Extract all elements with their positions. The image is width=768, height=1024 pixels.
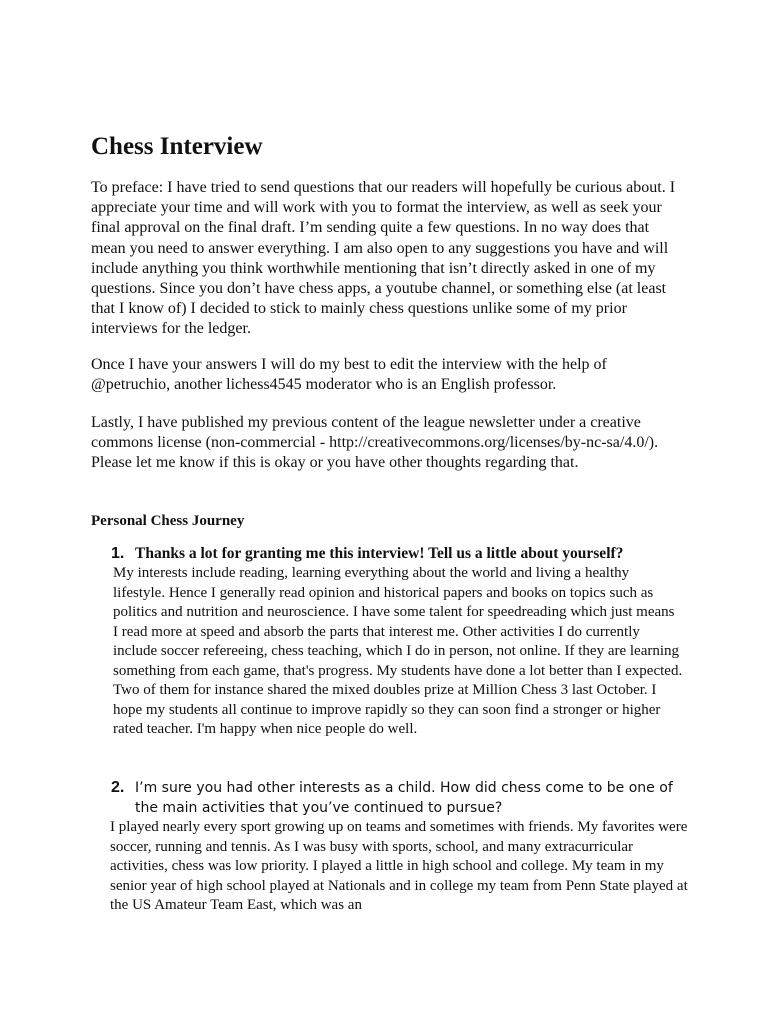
question-text: Thanks a lot for granting me this interview! Tell us a little about yourself? [135,545,624,562]
answer-1: My interests include reading, learning everything about the world and living a healthy lifestyle. Hence I generally read opinion and historical papers and books on topics such as politics and nutrition and neuroscience. I have some talent for speedreading which just means I read more at speed and absorb the parts that interest me. Other activities I do currently include soccer refereeing, chess teaching, which I do in person, not online. If they are learning something from each game, that's progress. My students have done a lot better than I expected. Two of them for instance shared the mixed doubles prize at Million Chess 3 last October. I hope my students all continue to improve rapidly so they can soon find a stronger or higher rated teacher. I'm happy when nice people do well. [113,565,683,737]
question-1 [111,544,691,564]
section-heading: Personal Chess Journey [91,513,245,529]
question-text: I’m sure you had other interests as a child. How did chess come to be one of the main activities that you’ve continued to pursue? [135,780,673,816]
question-number: 1. [111,545,125,562]
editing-note-paragraph: Once I have your answers I will do my best to edit the interview with the help of @petruchio, another lichess4545 moderator who is an English professor. [91,356,607,394]
intro-paragraph: To preface: I have tried to send questions that our readers will hopefully be curious about. I appreciate your time and will work with you to format the interview, as well as seek your final approval on the final draft. I’m sending quite a few questions. In no way does that mean you need to answer everything. I am also open to any suggestions you have and will include anything you think worthwhile mentioning that isn’t directly asked in one of my questions. Since you don’t have chess apps, a youtube channel, or something else (at least that I know of) I decided to stick to mainly chess questions unlike some of my prior interviews for the ledger. [91,179,676,338]
question-item-1 [111,544,691,740]
question-item-2 [111,778,691,916]
license-paragraph: Lastly, I have published my previous content of the league newsletter under a creative commons license (non-commercial - http://creativecommons.org/licenses/by-nc-sa/4.0/). Please let me know if this is okay or you have other thoughts regarding that. [91,414,659,472]
question-2 [111,778,691,818]
question-number: 2. [111,779,125,796]
document-title: Chess Interview [91,133,263,160]
answer-2: I played nearly every sport growing up on teams and sometimes with friends. My favorites were soccer, running and tennis. As I was busy with sports, school, and many extracurricular activities, chess was low priority. I played a little in high school and college. My team in my senior year of high school played at Nationals and in college my team from Penn State played at the US Amateur Team East, which was an [110,819,688,913]
